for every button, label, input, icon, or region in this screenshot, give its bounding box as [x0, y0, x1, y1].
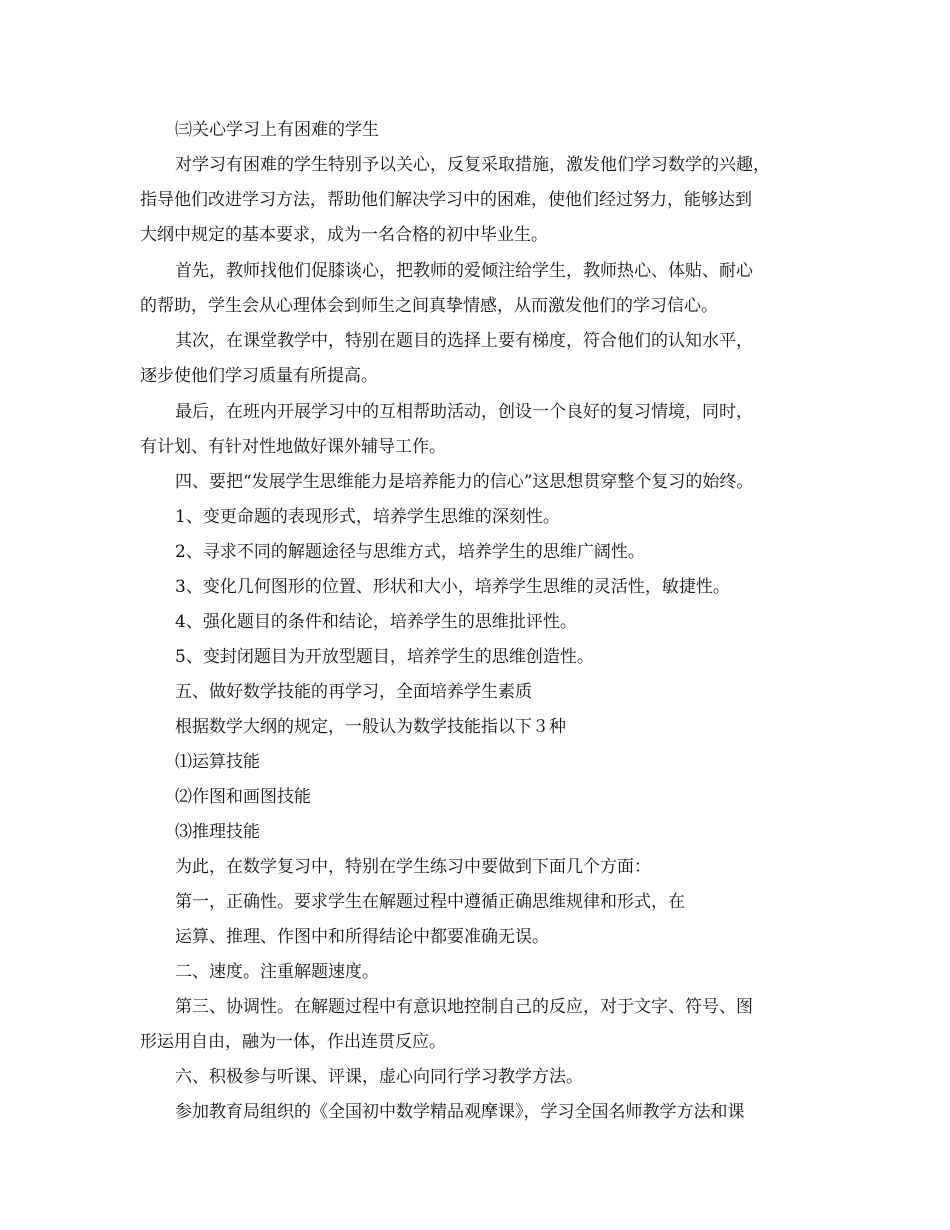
paragraph-line: 最后，在班内开展学习中的互相帮助活动，创设一个良好的复习情境，同时， [175, 402, 753, 422]
paragraph-line: 首先，教师找他们促膝谈心，把教师的爱倾注给学生，教师热心、体贴、耐心 [175, 261, 753, 281]
paragraph-line: 的帮助，学生会从心理体会到师生之间真挚情感，从而激发他们的学习信心。 [140, 296, 718, 316]
paragraph-line: 对学习有困难的学生特别予以关心，反复采取措施，激发他们学习数学的兴趣， [175, 155, 770, 175]
paragraph-line: 其次，在课堂教学中，特别在题目的选择上要有梯度，符合他们的认知水平， [175, 331, 753, 351]
heading-section-five: 五、做好数学技能的再学习，全面培养学生素质 [175, 682, 532, 702]
paragraph-line: 指导他们改进学习方法，帮助他们解决学习中的困难，使他们经过努力，能够达到 [140, 190, 752, 210]
paragraph-line: 为此，在数学复习中，特别在学生练习中要做到下面几个方面： [175, 857, 651, 877]
list-item: 1、变更命题的表现形式，培养学生思维的深刻性。 [175, 507, 560, 527]
list-item: ⑵作图和画图技能 [175, 787, 311, 807]
paragraph-line: 形运用自由，融为一体，作出连贯反应。 [140, 1032, 446, 1052]
paragraph-line: 第一，正确性。要求学生在解题过程中遵循正确思维规律和形式，在 [175, 892, 685, 912]
paragraph-line: 运算、推理、作图中和所得结论中都要准确无误。 [175, 927, 549, 947]
list-item: 4、强化题目的条件和结论，培养学生的思维批评性。 [175, 612, 577, 632]
paragraph-line: 有计划、有针对性地做好课外辅导工作。 [140, 437, 446, 457]
list-item: 2、寻求不同的解题途径与思维方式，培养学生的思维广阔性。 [175, 542, 645, 562]
list-item: 3、变化几何图形的位置、形状和大小，培养学生思维的灵活性，敏捷性。 [175, 577, 730, 597]
list-item: 5、变封闭题目为开放型题目，培养学生的思维创造性。 [175, 647, 594, 667]
paragraph-line: 二、速度。注重解题速度。 [175, 962, 379, 982]
paragraph-line: 参加教育局组织的《全国初中数学精品观摩课》，学习全国名师教学方法和课 [175, 1102, 745, 1122]
heading-section-six: 六、积极参与听课、评课，虚心向同行学习教学方法。 [175, 1067, 583, 1087]
paragraph-line: 逐步使他们学习质量有所提高。 [140, 366, 378, 386]
paragraph-line: 第三、协调性。在解题过程中有意识地控制自己的反应，对于文字、符号、图 [175, 997, 753, 1017]
paragraph-line: 大纲中规定的基本要求，成为一名合格的初中毕业生。 [140, 225, 548, 245]
heading-section-four: 四、要把“发展学生思维能力是培养能力的信心”这思想贯穿整个复习的始终。 [175, 472, 754, 492]
list-item: ⑶推理技能 [175, 822, 260, 842]
list-item: ⑴运算技能 [175, 752, 260, 772]
paragraph-line: 根据数学大纲的规定，一般认为数学技能指以下３种 [175, 717, 566, 737]
heading-care-struggling-students: ㈢关心学习上有困难的学生 [175, 120, 379, 140]
